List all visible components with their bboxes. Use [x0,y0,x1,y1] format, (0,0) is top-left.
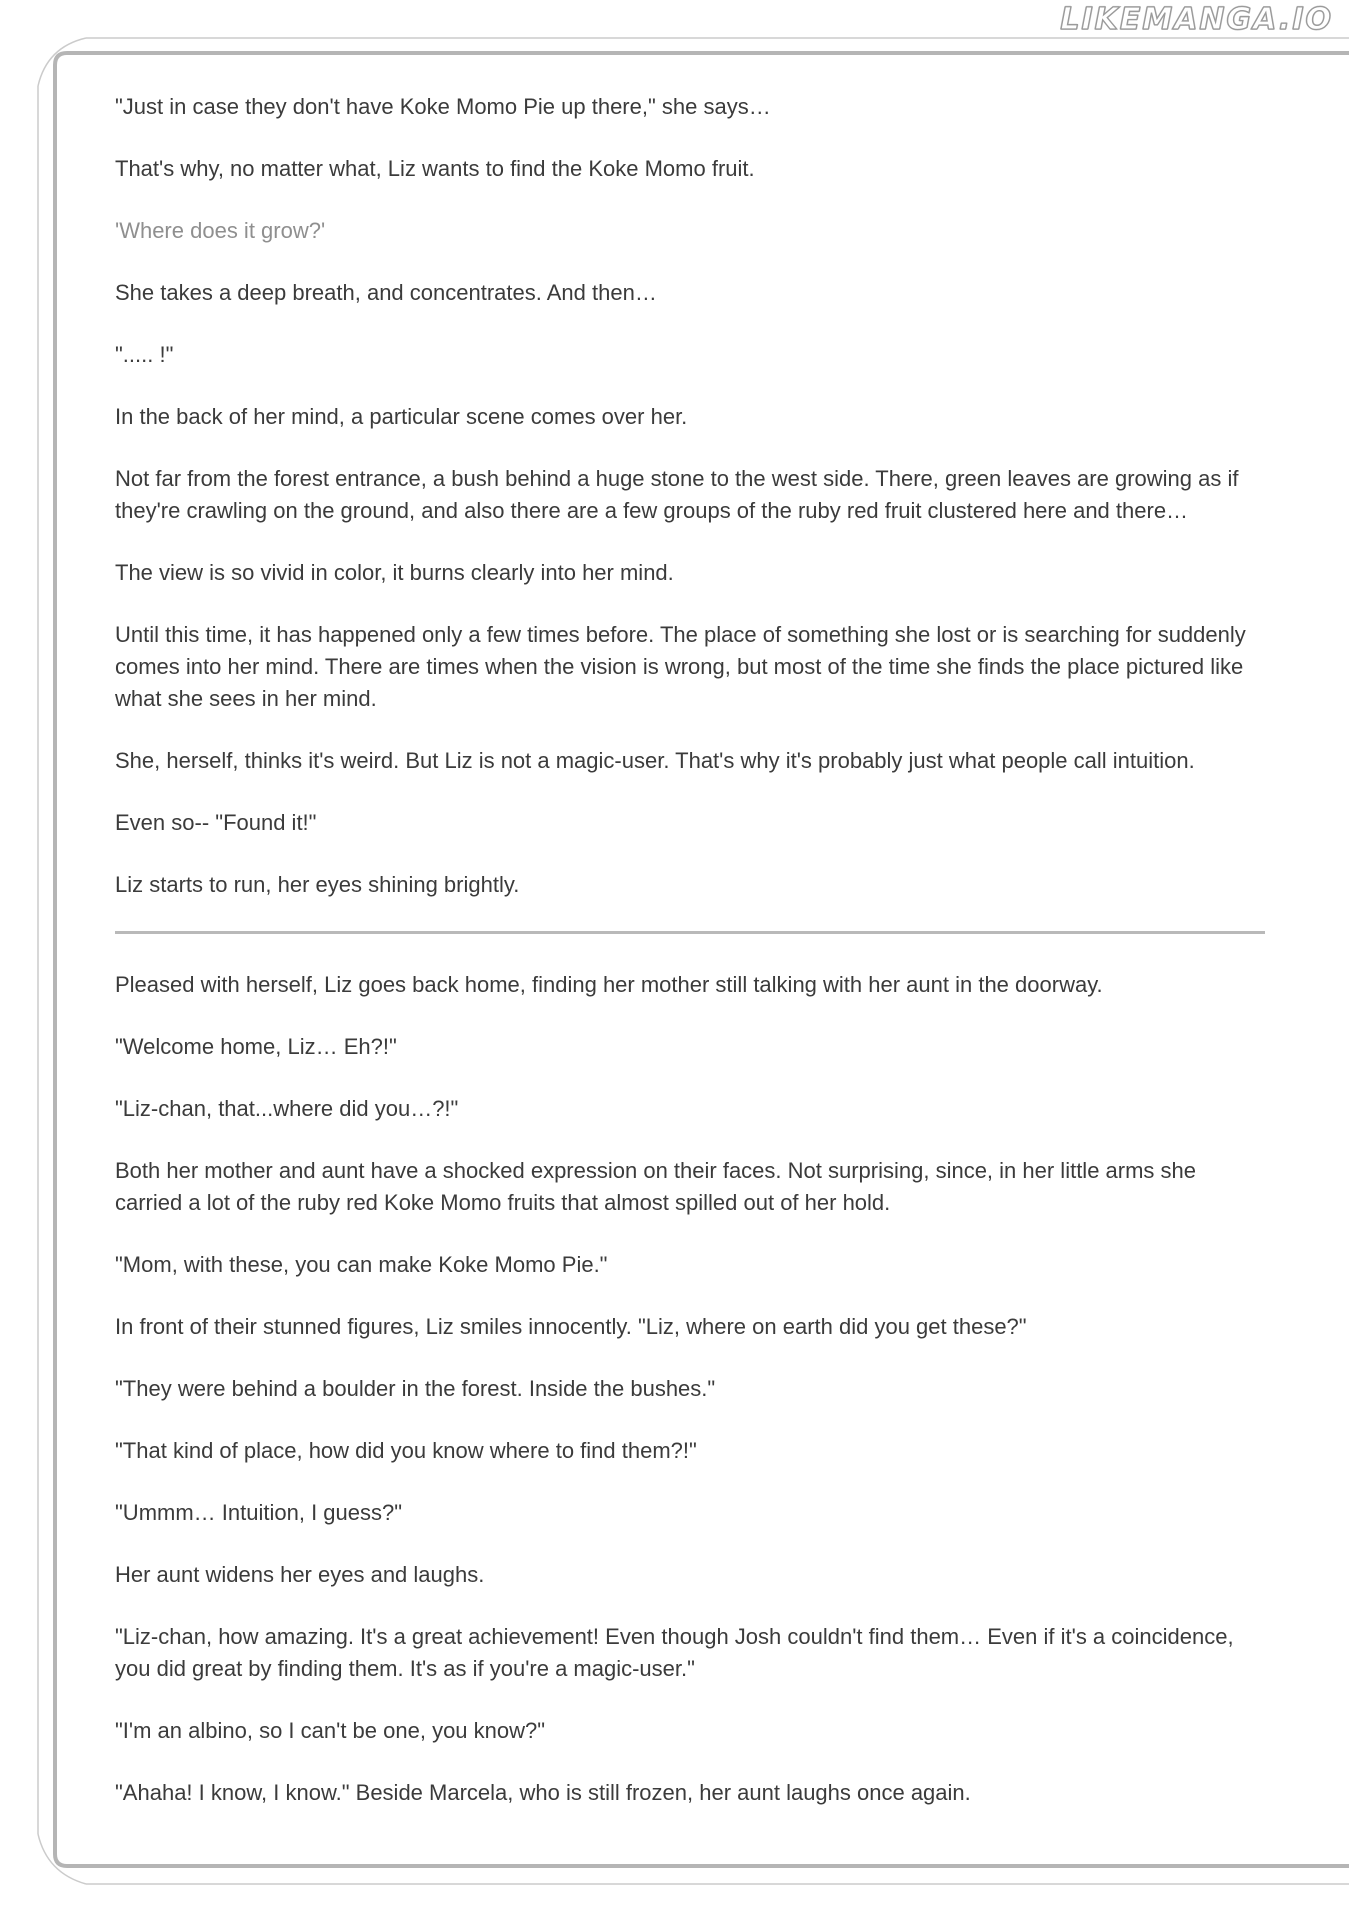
story-text [115,0,1265,1839]
paragraph: "Liz-chan, how amazing. It's a great achievement! Even though Josh couldn't find them… Even if it's a coincidence, you did great by finding them. It's as if you're a magic-user." [115,1624,1234,1681]
corner-fold-bottom-left-icon [38,1834,86,1884]
scene-divider [115,931,1265,934]
paragraph: "I'm an albino, so I can't be one, you know?" [115,1718,546,1743]
corner-fold-top-left-icon [38,38,86,86]
paragraph: She, herself, thinks it's weird. But Liz is not a magic-user. That's why it's probably just what people call intuition. [115,748,1195,773]
paragraph: "..... !" [115,342,174,367]
paragraph: "Ummm… Intuition, I guess?" [115,1500,403,1525]
paragraph: In front of their stunned figures, Liz smiles innocently. "Liz, where on earth did you get these?" [115,1314,1027,1339]
paragraph: That's why, no matter what, Liz wants to find the Koke Momo fruit. [115,156,755,181]
paragraph: "Just in case they don't have Koke Momo Pie up there," she says… [115,94,771,119]
paragraph: "Mom, with these, you can make Koke Momo Pie." [115,1252,608,1277]
paragraph: She takes a deep breath, and concentrates. And then… [115,280,657,305]
paragraph: Until this time, it has happened only a few times before. The place of something she lost or is searching for suddenly comes into her mind. There are times when the vision is wrong, but most of the time she finds the place pictured like what she sees in her mind. [115,622,1246,711]
paragraph: Liz starts to run, her eyes shining brightly. [115,872,520,897]
paragraph: "They were behind a boulder in the forest. Inside the bushes." [115,1376,716,1401]
paragraph: The view is so vivid in color, it burns clearly into her mind. [115,560,674,585]
paragraph: "That kind of place, how did you know where to find them?!" [115,1438,697,1463]
paragraph: Not far from the forest entrance, a bush behind a huge stone to the west side. There, green leaves are growing as if they're crawling on the ground, and also there are a few groups of the ruby red fruit clustered here and there… [115,466,1239,523]
paragraph: 'Where does it grow?' [115,218,326,243]
paragraph: Both her mother and aunt have a shocked expression on their faces. Not surprising, since, in her little arms she carried a lot of the ruby red Koke Momo fruits that almost spilled out of her hold. [115,1158,1197,1215]
paragraph: Her aunt widens her eyes and laughs. [115,1562,485,1587]
paragraph: "Ahaha! I know, I know." Beside Marcela, who is still frozen, her aunt laughs once again. [115,1780,971,1805]
paragraph: "Welcome home, Liz… Eh?!" [115,1034,397,1059]
paragraph: "Liz-chan, that...where did you…?!" [115,1096,459,1121]
paragraph: Even so-- "Found it!" [115,810,317,835]
paragraph: In the back of her mind, a particular scene comes over her. [115,404,688,429]
site-watermark: LIKEMANGA.IO [1060,2,1333,37]
paragraph: Pleased with herself, Liz goes back home, finding her mother still talking with her aunt in the doorway. [115,972,1103,997]
